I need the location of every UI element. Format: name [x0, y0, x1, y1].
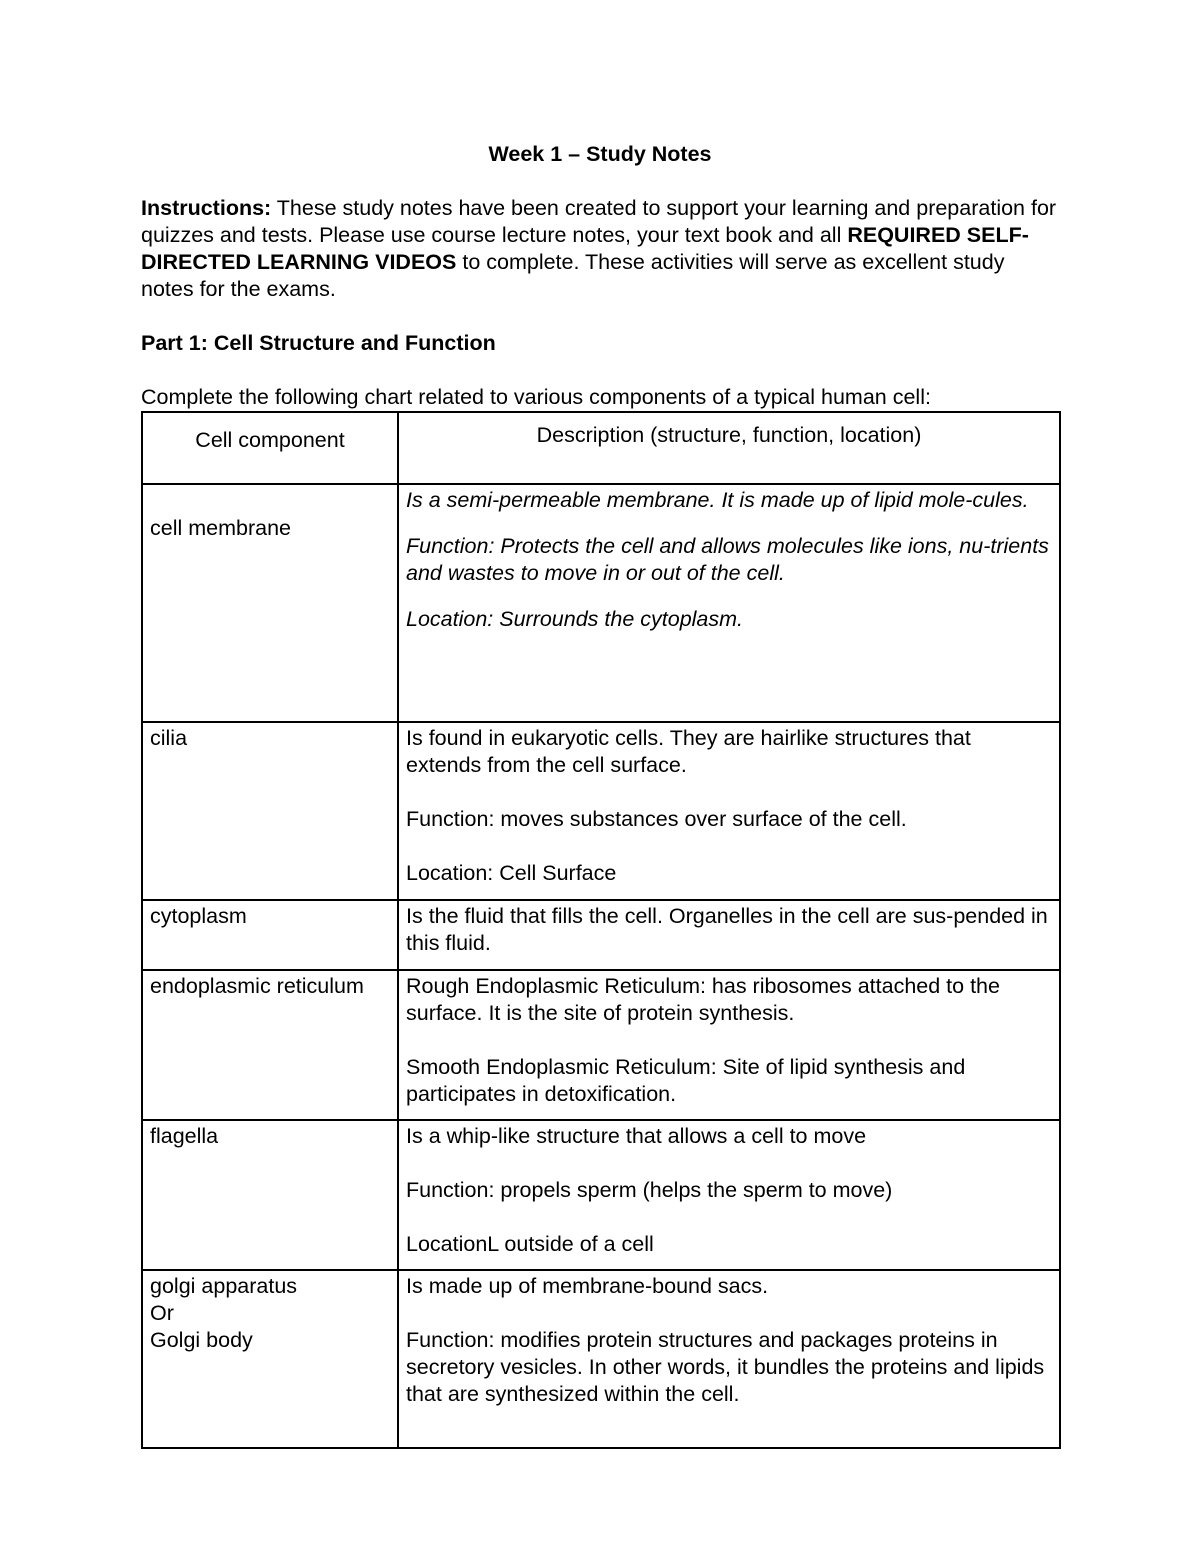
- description-function: Function: propels sperm (helps the sperm to move): [406, 1178, 893, 1202]
- description-structure: Is the fluid that fills the cell. Organelles in the cell are sus-pended in this fluid.: [406, 904, 1048, 955]
- instructions-label: Instructions:: [141, 196, 272, 220]
- component-name: cilia: [150, 726, 188, 750]
- description-function: Function: modifies protein structures and packages proteins in secretory vesicles. In other words, it bundles the proteins and lipids that are synthesized within the cell.: [406, 1328, 1045, 1406]
- description-structure: Is a whip-like structure that allows a cell to move: [406, 1124, 867, 1148]
- component-cell: [142, 1270, 398, 1448]
- component-name: cell membrane: [150, 516, 291, 540]
- component-cell: [142, 970, 398, 1120]
- table-row: [142, 1120, 1060, 1270]
- table-header-row: [142, 412, 1060, 484]
- component-name: golgi apparatus: [150, 1274, 298, 1298]
- description-cell: [398, 1270, 1060, 1448]
- description-location: Location: Surrounds the cytoplasm.: [406, 607, 744, 631]
- description-cell: [398, 970, 1060, 1120]
- description-cell: [398, 900, 1060, 970]
- description-location: LocationL outside of a cell: [406, 1232, 654, 1256]
- description-function: Function: moves substances over surface of the cell.: [406, 807, 907, 831]
- header-cell-component: Cell component: [142, 412, 398, 484]
- chart-intro: Complete the following chart related to various components of a typical human cell:: [141, 385, 931, 409]
- table-row: [142, 900, 1060, 970]
- cell-components-table: [141, 411, 1061, 1449]
- header-description: Description (structure, function, location): [398, 412, 1060, 484]
- description-structure: Is found in eukaryotic cells. They are hairlike structures that extends from the cell surface.: [406, 726, 971, 777]
- component-cell: [142, 900, 398, 970]
- description-structure: Is made up of membrane-bound sacs.: [406, 1274, 769, 1298]
- description-smooth-er: Smooth Endoplasmic Reticulum: Site of lipid synthesis and participates in detoxification.: [406, 1055, 966, 1106]
- part1-heading: Part 1: Cell Structure and Function: [141, 331, 496, 355]
- component-name-or: Or: [150, 1301, 174, 1325]
- component-cell: [142, 1120, 398, 1270]
- description-cell: [398, 1120, 1060, 1270]
- component-name-alt: Golgi body: [150, 1328, 253, 1352]
- description-rough-er: Rough Endoplasmic Reticulum: has ribosomes attached to the surface. It is the site of protein synthesis.: [406, 974, 1000, 1025]
- description-cell: [398, 484, 1060, 722]
- component-name: cytoplasm: [150, 904, 247, 928]
- component-cell: [142, 484, 398, 722]
- table-row: [142, 1270, 1060, 1448]
- description-function: Function: Protects the cell and allows molecules like ions, nu-trients and wastes to move in or out of the cell.: [406, 534, 1049, 585]
- table-row: [142, 722, 1060, 900]
- instructions-text-2: to complete. These activities will serve as excellent study notes for the exams.: [141, 250, 1005, 301]
- page-title: Week 1 – Study Notes: [488, 142, 712, 166]
- table-row: [142, 484, 1060, 722]
- component-name: flagella: [150, 1124, 219, 1148]
- description-structure: Is a semi-permeable membrane. It is made up of lipid mole-cules.: [406, 488, 1029, 512]
- component-name: endoplasmic reticulum: [150, 974, 364, 998]
- document-page: [141, 141, 1059, 1449]
- table-row: [142, 970, 1060, 1120]
- description-cell: [398, 722, 1060, 900]
- instructions-bold-phrase: REQUIRED SELF-DIRECTED LEARNING VIDEOS: [141, 223, 1029, 274]
- component-cell: [142, 722, 398, 900]
- description-location: Location: Cell Surface: [406, 861, 617, 885]
- instructions-paragraph: [141, 195, 1059, 303]
- instructions-text-1: These study notes have been created to support your learning and preparation for quizzes and tests. Please use course lecture notes, your text book and all: [141, 196, 1057, 247]
